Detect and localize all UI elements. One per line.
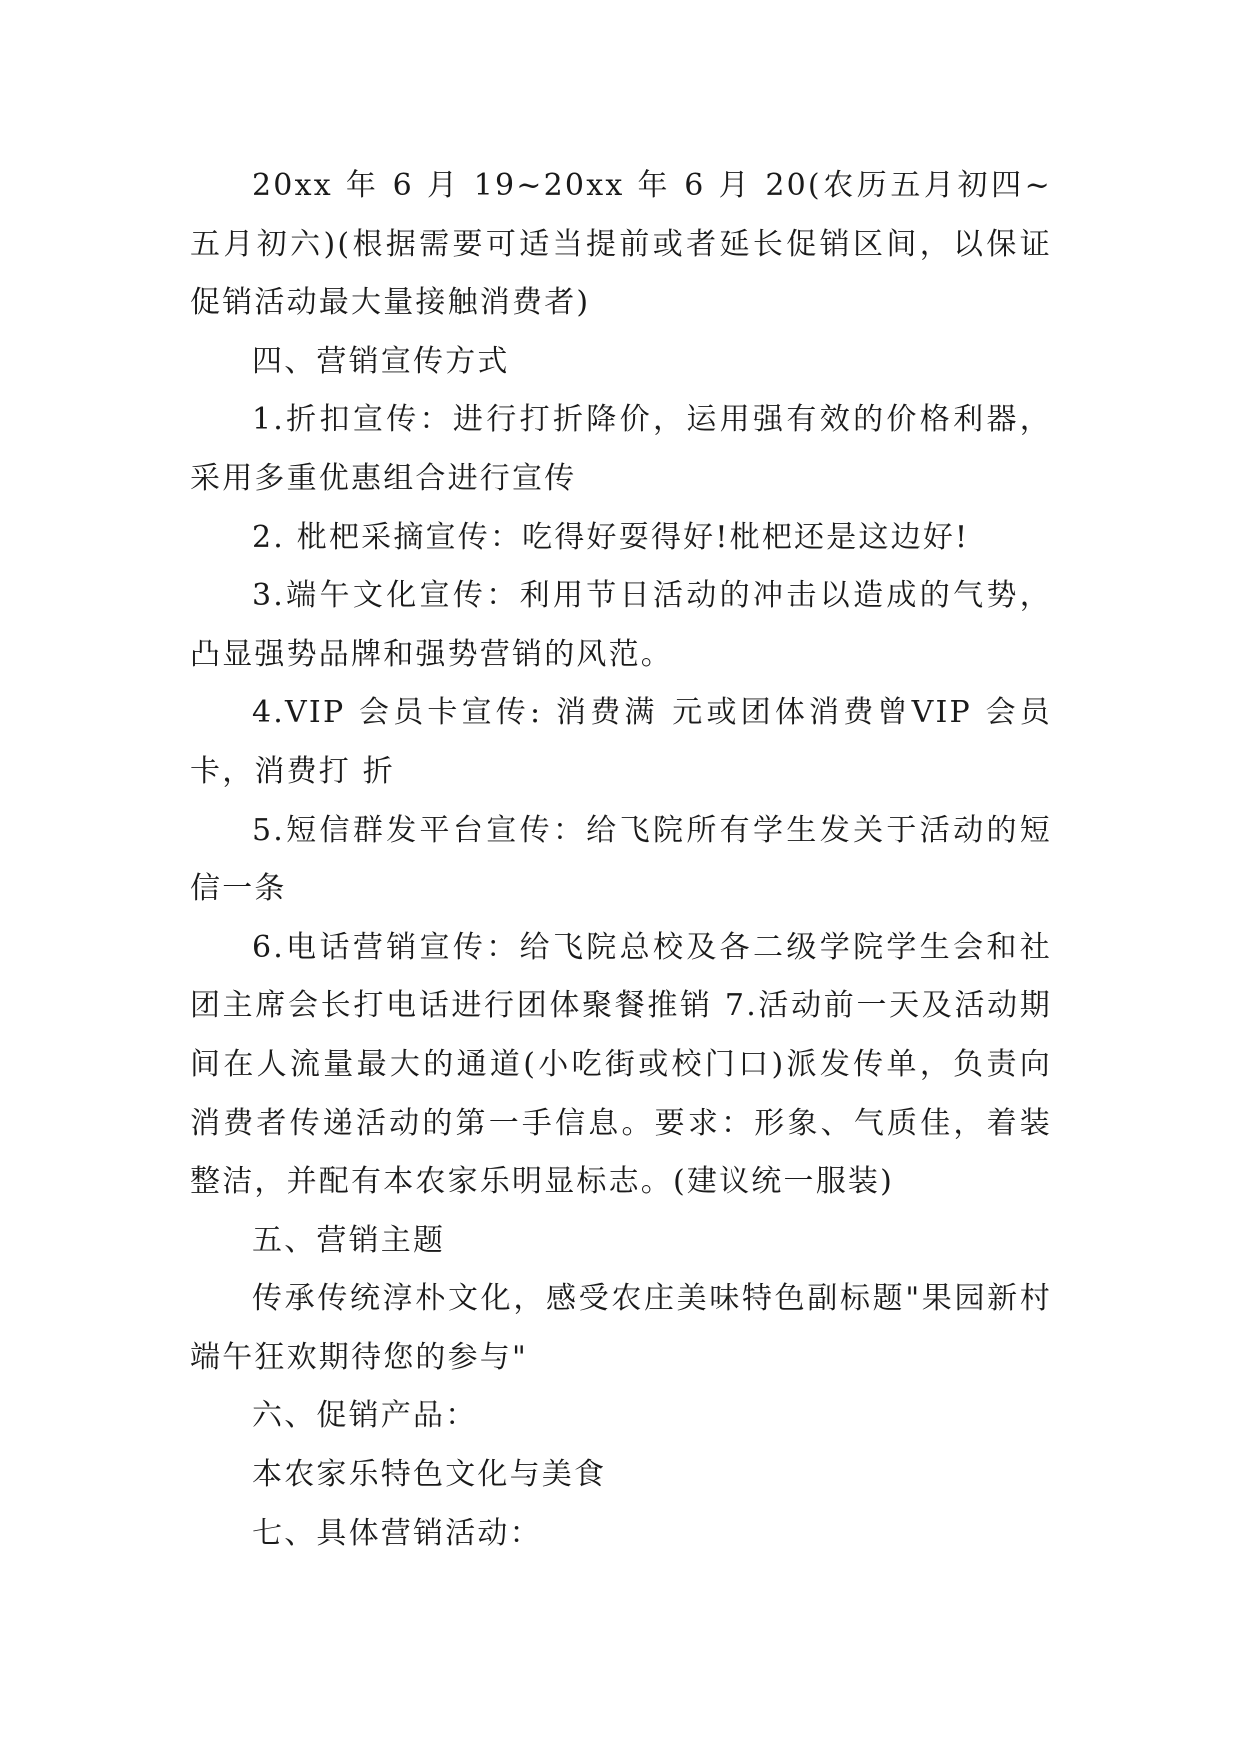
paragraph-loquat-picking: 2. 枇杷采摘宣传：吃得好耍得好!枇杷还是这边好!: [252, 519, 970, 555]
paragraph-vip-card: 4.VIP 会员卡宣传: 消费满 元或团体消费曾VIP 会员卡，消费打 折: [190, 695, 1052, 789]
paragraph-promo-period: 20xx 年 6 月 19~20xx 年 6 月 20(农历五月初四~五月初六)(根据需要可适当提前或者延长促销区间，以保证促销活动最大量接触消费者): [190, 168, 1052, 321]
paragraph-discount-promo: 1.折扣宣传：进行打折降价，运用强有效的价格利器，采用多重优惠组合进行宣传: [190, 402, 1052, 496]
paragraph-products-text: 本农家乐特色文化与美食: [252, 1457, 607, 1493]
heading-specific-activities: 七、具体营销活动：: [252, 1515, 542, 1551]
paragraph-theme-text: 传承传统淳朴文化，感受农庄美味特色副标题"果园新村端午狂欢期待您的参与": [190, 1281, 1052, 1375]
heading-marketing-theme: 五、营销主题: [252, 1222, 446, 1258]
heading-marketing-methods: 四、营销宣传方式: [252, 343, 510, 379]
heading-promo-products: 六、促销产品：: [252, 1398, 478, 1434]
paragraph-phone-marketing: 6.电话营销宣传：给飞院总校及各二级学院学生会和社团主席会长打电话进行团体聚餐推销 7.活动前一天及活动期间在人流量最大的通道(小吃街或校门口)派发传单，负责向消费者传递活动的第一手信息。要求：形象、气质佳，着装整洁，并配有本农家乐明显标志。(建议统一服装): [190, 929, 1052, 1200]
paragraph-sms-platform: 5.短信群发平台宣传：给飞院所有学生发关于活动的短信一条: [190, 812, 1052, 907]
paragraph-dragon-boat-culture: 3.端午文化宣传：利用节日活动的冲击以造成的气势，凸显强势品牌和强势营销的风范。: [190, 578, 1052, 672]
document-body: [190, 157, 1052, 1563]
